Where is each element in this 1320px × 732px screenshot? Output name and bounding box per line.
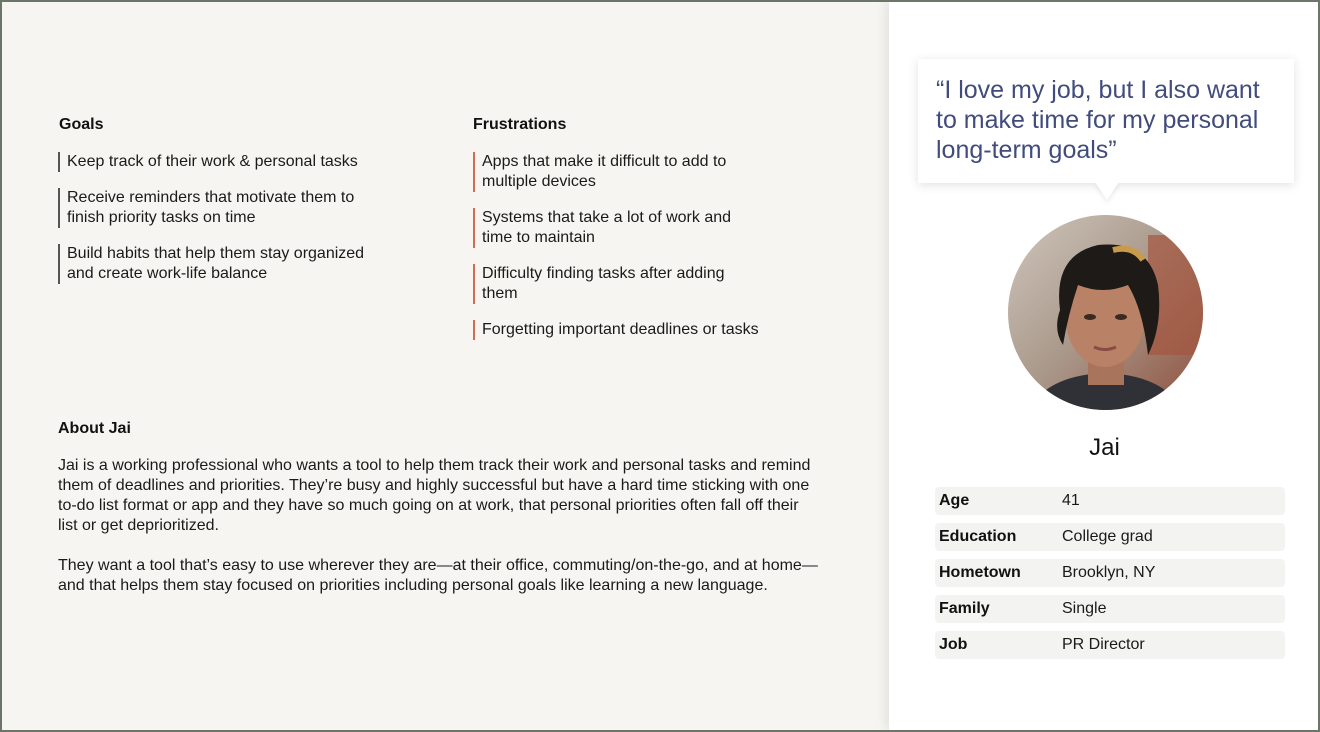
- detail-row-age: [935, 487, 1285, 515]
- frustrations-list: [473, 152, 763, 356]
- frustration-item: Apps that make it difficult to add to multiple devices: [473, 152, 763, 192]
- detail-label: Job: [939, 636, 968, 653]
- persona-name: Jai: [1089, 434, 1120, 461]
- detail-value: College grad: [1062, 528, 1153, 545]
- frustration-item: Difficulty finding tasks after adding them: [473, 264, 763, 304]
- avatar-photo: [1008, 215, 1203, 410]
- detail-row-job: [935, 631, 1285, 659]
- goals-list: [58, 152, 368, 300]
- quote-bubble-tail: [1095, 182, 1119, 200]
- detail-row-education: [935, 523, 1285, 551]
- detail-value: 41: [1062, 492, 1080, 509]
- detail-label: Hometown: [939, 564, 1021, 581]
- about-heading: About Jai: [58, 420, 131, 437]
- about-body: [58, 456, 818, 596]
- avatar: [1008, 215, 1203, 410]
- detail-value: Single: [1062, 600, 1107, 617]
- goals-heading: Goals: [59, 116, 104, 133]
- persona-main-panel: [2, 2, 889, 730]
- persona-profile-panel: [889, 2, 1320, 730]
- detail-value: Brooklyn, NY: [1062, 564, 1156, 581]
- detail-label: Education: [939, 528, 1017, 545]
- about-paragraph: Jai is a working professional who wants a tool to help them track their work and personal tasks and remind them of deadlines and priorities. They’re busy and highly successful but have a hard time sticking with one to-do list format or app and they have so much going on at work, that personal priorities often fall off their list or get deprioritized.: [58, 457, 811, 534]
- frustrations-heading: Frustrations: [473, 116, 567, 133]
- goal-item: Build habits that help them stay organized and create work-life balance: [58, 244, 368, 284]
- detail-row-hometown: [935, 559, 1285, 587]
- persona-quote: “I love my job, but I also want to make time for my personal long-term goals”: [936, 76, 1260, 164]
- detail-row-family: [935, 595, 1285, 623]
- goal-item: Keep track of their work & personal tasks: [58, 152, 368, 172]
- detail-label: Family: [939, 600, 990, 617]
- persona-details: [935, 487, 1285, 667]
- frustration-item: Systems that take a lot of work and time to maintain: [473, 208, 763, 248]
- about-paragraph: They want a tool that’s easy to use wherever they are—at their office, commuting/on-the-go, and at home—and that helps them stay focused on priorities including personal goals like learning a new language.: [58, 557, 818, 594]
- frustration-item: Forgetting important deadlines or tasks: [473, 320, 763, 340]
- quote-bubble: [918, 59, 1294, 183]
- detail-label: Age: [939, 492, 970, 509]
- goal-item: Receive reminders that motivate them to finish priority tasks on time: [58, 188, 368, 228]
- detail-value: PR Director: [1062, 636, 1145, 653]
